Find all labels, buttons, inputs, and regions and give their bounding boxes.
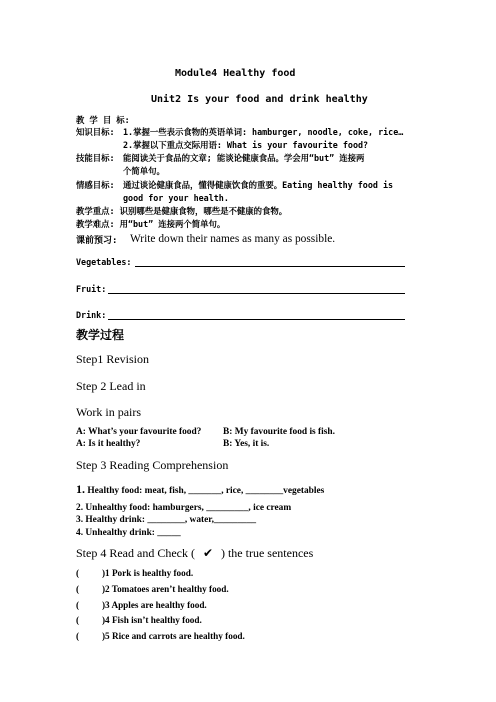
process-heading: 教学过程 xyxy=(76,328,125,342)
preview-instruction: Write down their names as many as possible. xyxy=(130,233,336,245)
check-item-2[interactable] xyxy=(76,584,229,594)
question-1-number: 1. xyxy=(76,482,85,496)
difficult-point: 教学难点: 用“but” 连接两个简单句。 xyxy=(76,219,226,229)
check-paren: ( xyxy=(76,584,80,594)
check-item-3[interactable] xyxy=(76,600,207,610)
step4-text-pre: Step 4 Read and Check ( xyxy=(76,546,195,560)
check-item-4[interactable] xyxy=(76,615,202,625)
fruit-label: Fruit: xyxy=(76,284,107,294)
check-text: )2 Tomatoes aren’t healthy food. xyxy=(102,584,229,594)
vegetables-answer-line[interactable] xyxy=(135,266,405,267)
preview-label: 课前预习: xyxy=(76,236,118,246)
check-text: )1 Pork is healthy food. xyxy=(102,568,194,578)
check-text: )5 Rice and carrots are healthy food. xyxy=(102,631,245,641)
question-2: 2. Unhealthy food: hamburgers, _________, ice cream xyxy=(76,503,292,513)
check-item-5[interactable] xyxy=(76,631,245,641)
knowledge-line-2: 2.掌握以下重点交际用语: What is your favourite food? xyxy=(123,140,369,150)
step4-text-post: ) the true sentences xyxy=(220,546,314,560)
check-paren: ( xyxy=(76,568,80,578)
check-paren: ( xyxy=(76,600,80,610)
drink-label: Drink: xyxy=(76,310,107,320)
question-1 xyxy=(76,482,324,497)
unit-title: Unit2 Is your food and drink healthy xyxy=(151,94,368,105)
module-title: Module4 Healthy food xyxy=(175,68,296,79)
check-paren: ( xyxy=(76,615,80,625)
vegetables-label: Vegetables: xyxy=(76,257,132,267)
dialogue-a1: A: What’s your favourite food? xyxy=(76,427,202,437)
knowledge-label: 知识目标: xyxy=(76,127,115,137)
question-4: 4. Unhealthy drink: _____ xyxy=(76,528,181,538)
step1-revision: Step1 Revision xyxy=(76,352,150,366)
step3-reading: Step 3 Reading Comprehension xyxy=(76,458,229,472)
emotion-line-2: good for your health. xyxy=(123,193,229,203)
check-text: )3 Apples are healthy food. xyxy=(102,600,207,610)
skill-line-1: 能阅读关于食品的文章; 能谈论健康食品。学会用“but” 连接两 xyxy=(123,153,365,163)
dialogue-b2: B: Yes, it is. xyxy=(223,439,270,449)
fruit-answer-line[interactable] xyxy=(108,293,405,294)
step2-lead-in: Step 2 Lead in xyxy=(76,379,146,393)
step4-read-check xyxy=(76,546,313,561)
question-1-text: Healthy food: meat, fish, _______, rice, ________vegetables xyxy=(85,486,325,496)
drink-answer-line[interactable] xyxy=(108,319,405,320)
checkmark-icon: ✔ xyxy=(202,546,213,560)
emotion-line-1: 通过谈论健康食品，懂得健康饮食的重要。Eating healthy food is xyxy=(123,180,394,190)
work-in-pairs: Work in pairs xyxy=(76,405,142,419)
dialogue-a2: A: Is it healthy? xyxy=(76,439,141,449)
key-point: 教学重点: 识别哪些是健康食物，哪些是不健康的食物。 xyxy=(76,206,288,216)
check-text: )4 Fish isn’t healthy food. xyxy=(102,615,202,625)
emotion-label: 情感目标: xyxy=(76,180,115,190)
skill-line-2: 个简单句。 xyxy=(123,166,165,176)
question-3: 3. Healthy drink: ________, water,_________ xyxy=(76,515,257,525)
check-item-1[interactable] xyxy=(76,568,193,578)
knowledge-line-1: 1.掌握一些表示食物的英语单词: hamburger, noodle, coke, rice… xyxy=(123,127,404,137)
check-paren: ( xyxy=(76,631,80,641)
skill-label: 技能目标: xyxy=(76,153,115,163)
dialogue-b1: B: My favourite food is fish. xyxy=(223,427,335,437)
objectives-heading: 教 学 目 标: xyxy=(76,115,130,125)
